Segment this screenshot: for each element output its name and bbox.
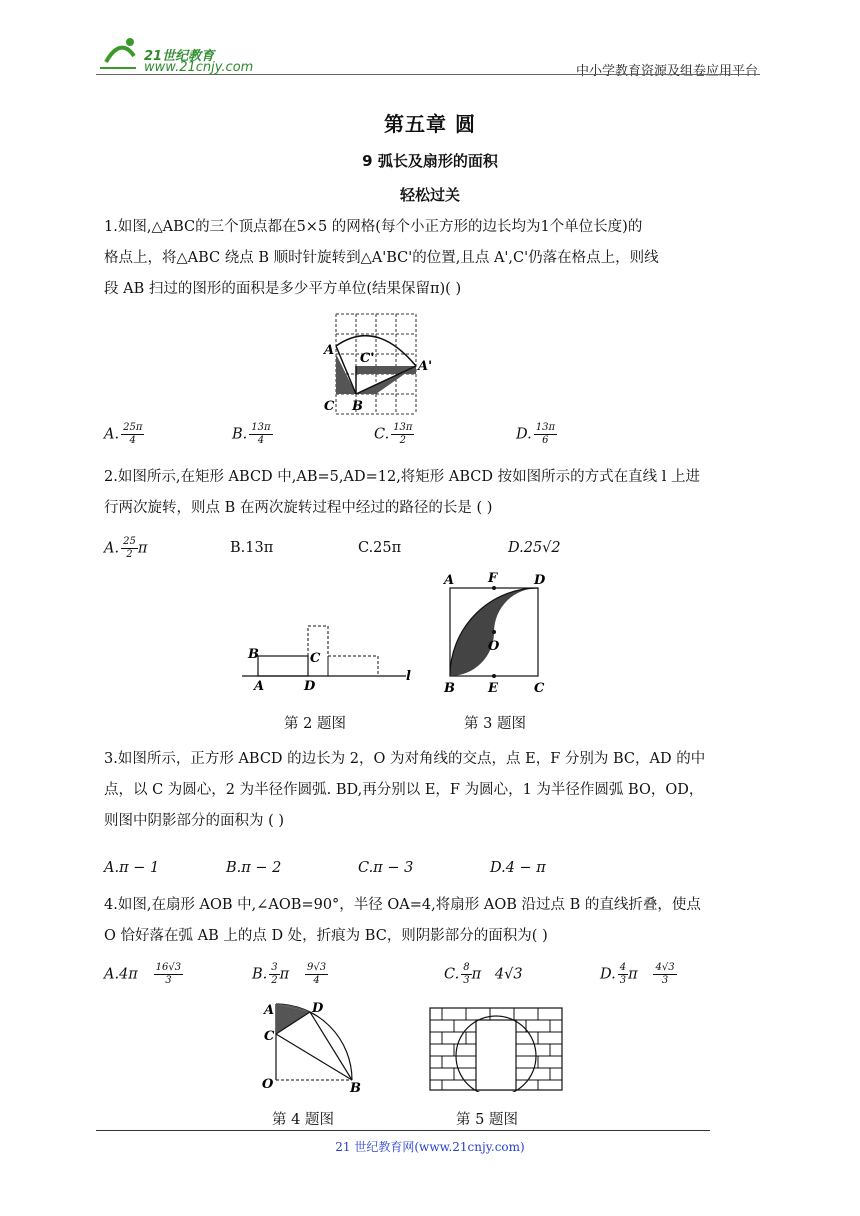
q4-label-c: C	[264, 1029, 275, 1044]
q4-option-d: D. $\frac{4}{3}$ π $\frac{4√3}{3}$	[600, 962, 675, 986]
q2-label-l: l	[406, 669, 411, 684]
question-1: 1.如图,△ABC的三个顶点都在5×5 的网格(每个小正方形的边长均为1个单位长度)的 格点上，将△ABC 绕点 B 顺时针旋转到△A'BC'的位置,且点 A',C'仍落在格点上，则线 段 AB 扫过的图形的面积是多少平方单位(结果保留π)( )	[104, 219, 659, 297]
q2-option-b: B.13π	[230, 540, 274, 556]
q1-label-c-prime: C'	[360, 351, 375, 366]
q3-option-d: D.4 − π	[490, 860, 546, 876]
q1-label-a-prime: A'	[418, 359, 433, 374]
svg-text:21世纪教育: 21世纪教育	[144, 49, 215, 64]
section-title: 轻松过关	[399, 186, 460, 204]
q2-option-a: A. $\frac{25}{2}$ π	[104, 536, 148, 560]
question-4: 4.如图,在扇形 AOB 中,∠AOB=90°，半径 OA=4,将扇形 AOB 沿过点 B 的直线折叠，使点 O 恰好落在弧 AB 上的点 D 处，折痕为 BC，则阴影部分的面积为( )	[104, 897, 701, 944]
q2-label-d: D	[304, 679, 316, 692]
q3-label-f: F	[488, 571, 498, 586]
q3-caption: 第 3 题图	[464, 716, 526, 732]
q3-option-b: B.π − 2	[226, 860, 282, 876]
q4-option-a: A.4π $\frac{16√3}{3}$	[104, 962, 182, 986]
q3-label-e: E	[488, 681, 498, 696]
q3-option-c: C.π − 3	[358, 860, 414, 876]
q4-caption: 第 4 题图	[272, 1112, 334, 1128]
q4-label-d: D	[312, 1001, 324, 1016]
q2-caption: 第 2 题图	[284, 716, 346, 732]
q1-label-c: C	[324, 399, 335, 414]
q1-label-b: B	[352, 399, 363, 414]
q1-option-d: D. $\frac{13\pi}{6}$	[516, 422, 556, 446]
q4-option-c: C. $\frac{8}{3}$ π 4√3	[444, 962, 523, 986]
q1-figure	[322, 310, 442, 420]
q2-option-d: D.25√2	[508, 540, 561, 556]
q2-label-a: A	[254, 679, 265, 692]
q4-label-b: B	[350, 1081, 361, 1096]
footer-link[interactable]: 21 世纪教育网(www.21cnjy.com)	[335, 1140, 525, 1154]
q1-option-c: C. $\frac{13\pi}{2}$	[374, 422, 413, 446]
q4-label-a: A	[264, 1003, 275, 1018]
q2-label-b: B	[248, 647, 259, 662]
q4-label-o: O	[262, 1077, 274, 1092]
q3-figure	[440, 570, 550, 702]
logo	[96, 34, 266, 74]
q3-label-o: O	[488, 639, 500, 654]
q3-option-a: A.π − 1	[104, 860, 160, 876]
q3-label-d: D	[534, 573, 546, 588]
q2-figure	[240, 620, 420, 696]
q2-label-c: C	[310, 651, 321, 666]
q3-label-a: A	[444, 573, 455, 588]
question-2: 2.如图所示,在矩形 ABCD 中,AB=5,AD=12,将矩形 ABCD 按如图所示的方式在直线 l 上进 行两次旋转，则点 B 在两次旋转过程中经过的路径的长是 ( )	[104, 469, 700, 516]
footer-divider	[96, 1130, 710, 1131]
q3-label-b: B	[444, 681, 455, 696]
q5-figure	[428, 1006, 564, 1096]
q1-option-b: B. $\frac{13\pi}{4}$	[232, 422, 271, 446]
question-3: 3.如图所示，正方形 ABCD 的边长为 2，O 为对角线的交点，点 E，F 分别为 BC，AD 的中 点，以 C 为圆心，2 为半径作圆弧. BD,再分别以 E，F 为圆心，1 为半径作圆弧 BO，OD， 则图中阴影部分的面积为 ( )	[104, 751, 706, 829]
header-platform-text: 中小学教育资源及组卷应用平台	[575, 64, 758, 79]
q4-figure	[258, 996, 368, 1100]
lesson-title: 9 弧长及扇形的面积	[362, 152, 498, 170]
header-divider	[96, 74, 760, 75]
q1-option-a: A. $\frac{25\pi}{4}$	[104, 422, 143, 446]
q4-option-b: B. $\frac{3}{2}$ π $\frac{9√3}{4}$	[252, 962, 327, 986]
q2-option-c: C.25π	[358, 540, 402, 556]
chapter-title: 第五章 圆	[384, 112, 476, 136]
svg-text:www.21cnjy.com: www.21cnjy.com	[144, 60, 254, 74]
q1-label-a: A	[324, 343, 335, 358]
q5-caption: 第 5 题图	[456, 1112, 518, 1128]
q3-label-c: C	[534, 681, 545, 696]
